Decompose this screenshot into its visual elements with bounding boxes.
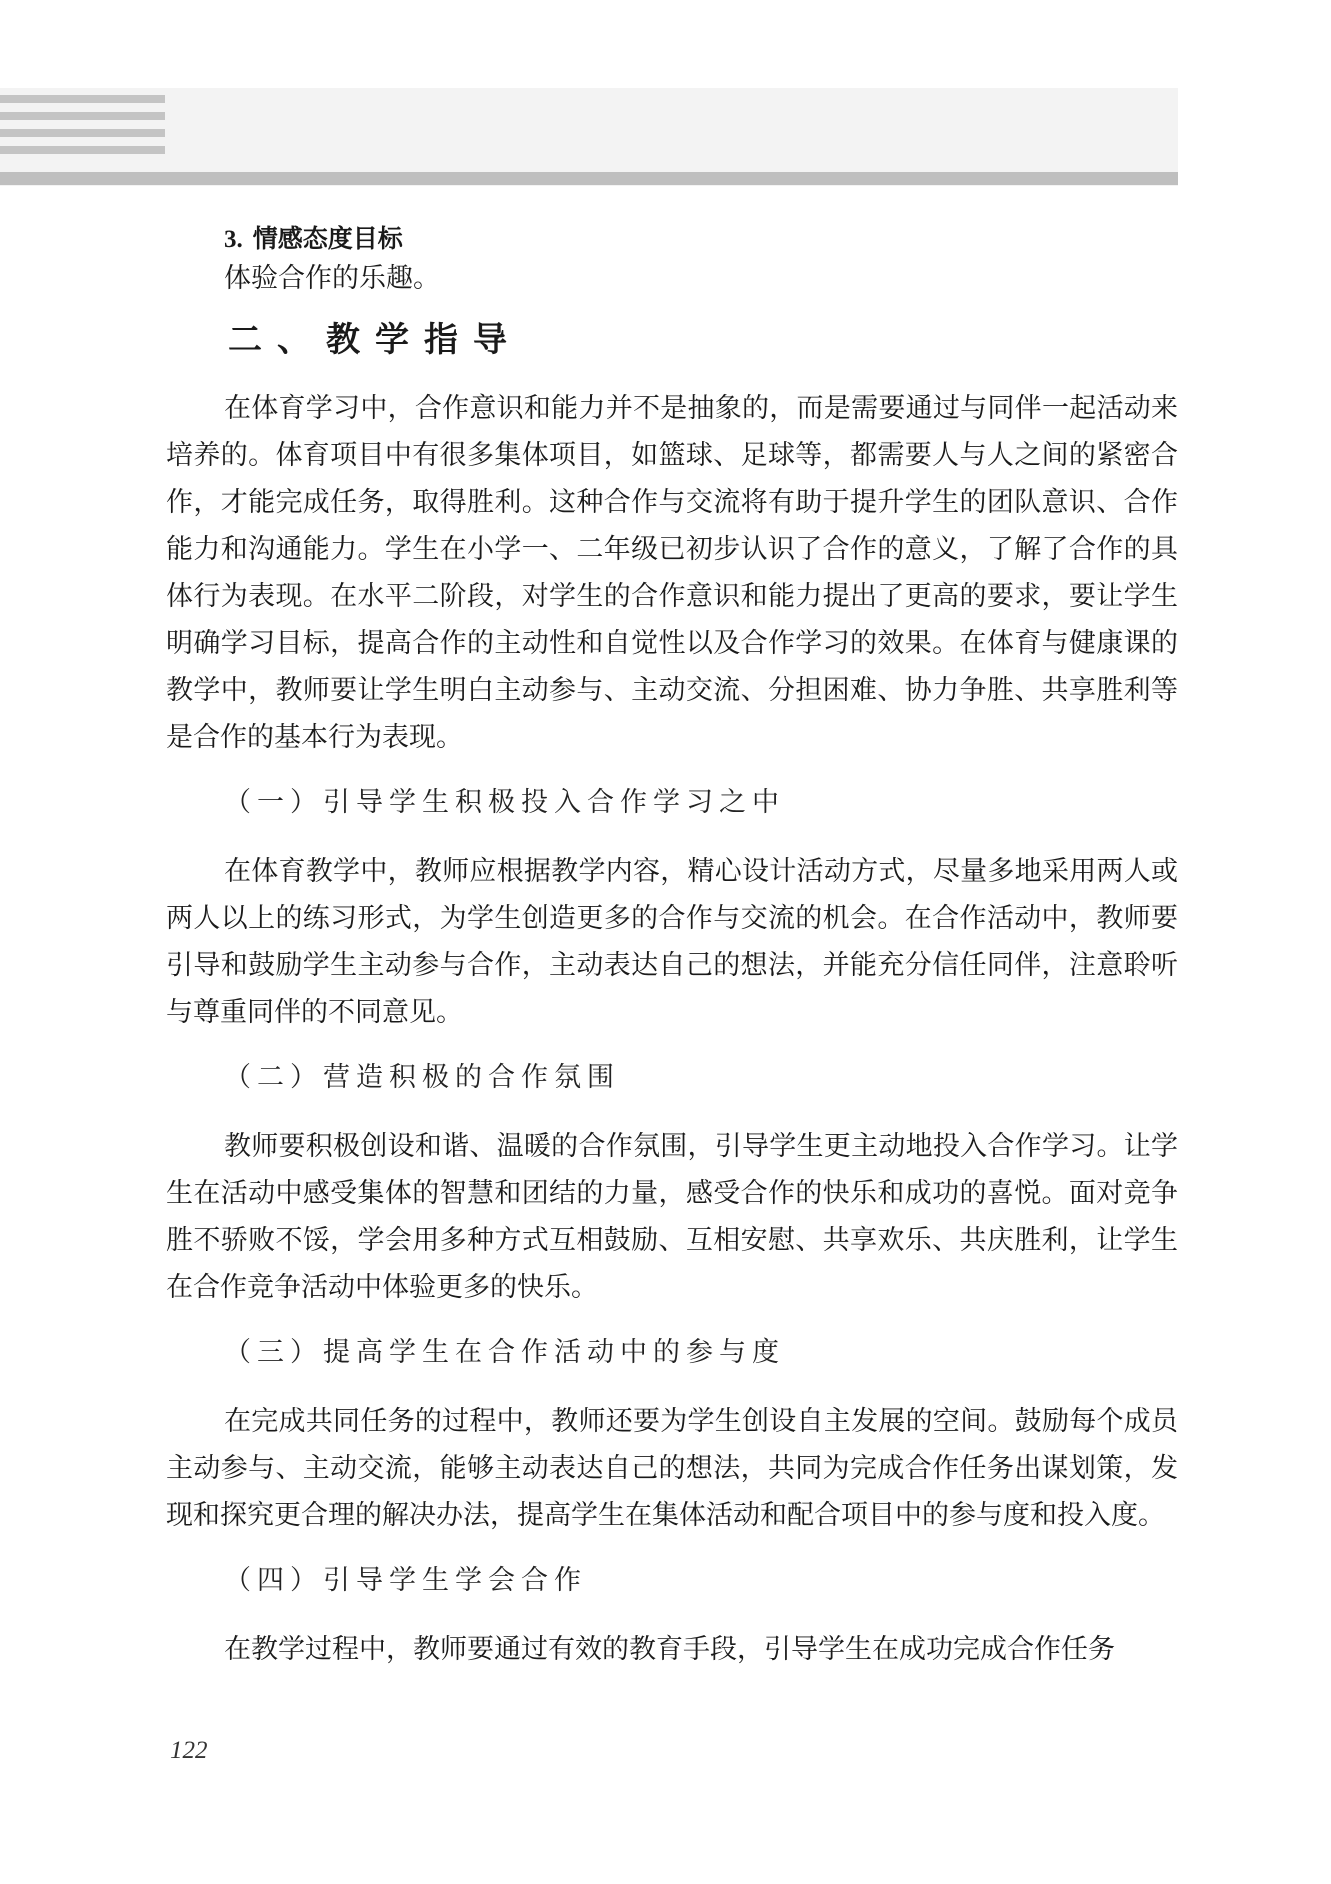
header-stripe <box>0 129 165 137</box>
objective-number: 3. <box>224 226 243 253</box>
header-stripe <box>0 112 165 120</box>
subsection-heading-4: （四）引导学生学会合作 <box>224 1565 587 1596</box>
subsection-text-4: 在教学过程中，教师要通过有效的教育手段，引导学生在成功完成合作任务 <box>224 1634 1115 1665</box>
header-rule <box>0 172 1178 185</box>
page-content <box>166 222 1178 1673</box>
page-number: 122 <box>170 1737 208 1764</box>
subsection-heading-2: （二）营造积极的合作氛围 <box>224 1062 620 1093</box>
header-stripe <box>0 146 165 154</box>
intro-paragraph: 在体育学习中，合作意识和能力并不是抽象的，而是需要通过与同伴一起活动来培养的。体育项目中有很多集体项目，如篮球、足球等，都需要人与人之间的紧密合作，才能完成任务，取得胜利。这种合作与交流将有助于提升学生的团队意识、合作能力和沟通能力。学生在小学一、二年级已初步认识了合作的意义，了解了合作的具体行为表现。在水平二阶段，对学生的合作意识和能力提出了更高的要求，要让学生明确学习目标，提高合作的主动性和自觉性以及合作学习的效果。在体育与健康课的教学中，教师要让学生明白主动参与、主动交流、分担困难、协力争胜、共享胜利等是合作的基本行为表现。 <box>166 393 1178 753</box>
objective-title: 情感态度目标 <box>252 224 403 253</box>
objective-text: 体验合作的乐趣。 <box>224 263 440 294</box>
subsection-text-2: 教师要积极创设和谐、温暖的合作氛围，引导学生更主动地投入合作学习。让学生在活动中感受集体的智慧和团结的力量，感受合作的快乐和成功的喜悦。面对竞争胜不骄败不馁，学会用多种方式互相鼓励、互相安慰、共享欢乐、共庆胜利，让学生在合作竞争活动中体验更多的快乐。 <box>166 1131 1178 1303</box>
header-stripe <box>0 95 165 103</box>
section-title: 二、教学指导 <box>228 320 522 360</box>
objective-heading <box>224 222 1178 257</box>
subsection-heading-3: （三）提高学生在合作活动中的参与度 <box>224 1337 785 1368</box>
subsection-text-3: 在完成共同任务的过程中，教师还要为学生创设自主发展的空间。鼓励每个成员主动参与、主动交流，能够主动表达自己的想法，共同为完成合作任务出谋划策，发现和探究更合理的解决办法，提高学生在集体活动和配合项目中的参与度和投入度。 <box>166 1406 1178 1531</box>
subsection-text-1: 在体育教学中，教师应根据教学内容，精心设计活动方式，尽量多地采用两人或两人以上的练习形式，为学生创造更多的合作与交流的机会。在合作活动中，教师要引导和鼓励学生主动参与合作，主动表达自己的想法，并能充分信任同伴，注意聆听与尊重同伴的不同意见。 <box>166 856 1178 1028</box>
subsection-heading-1: （一）引导学生积极投入合作学习之中 <box>224 787 785 818</box>
header-stripes-decoration <box>0 95 165 163</box>
